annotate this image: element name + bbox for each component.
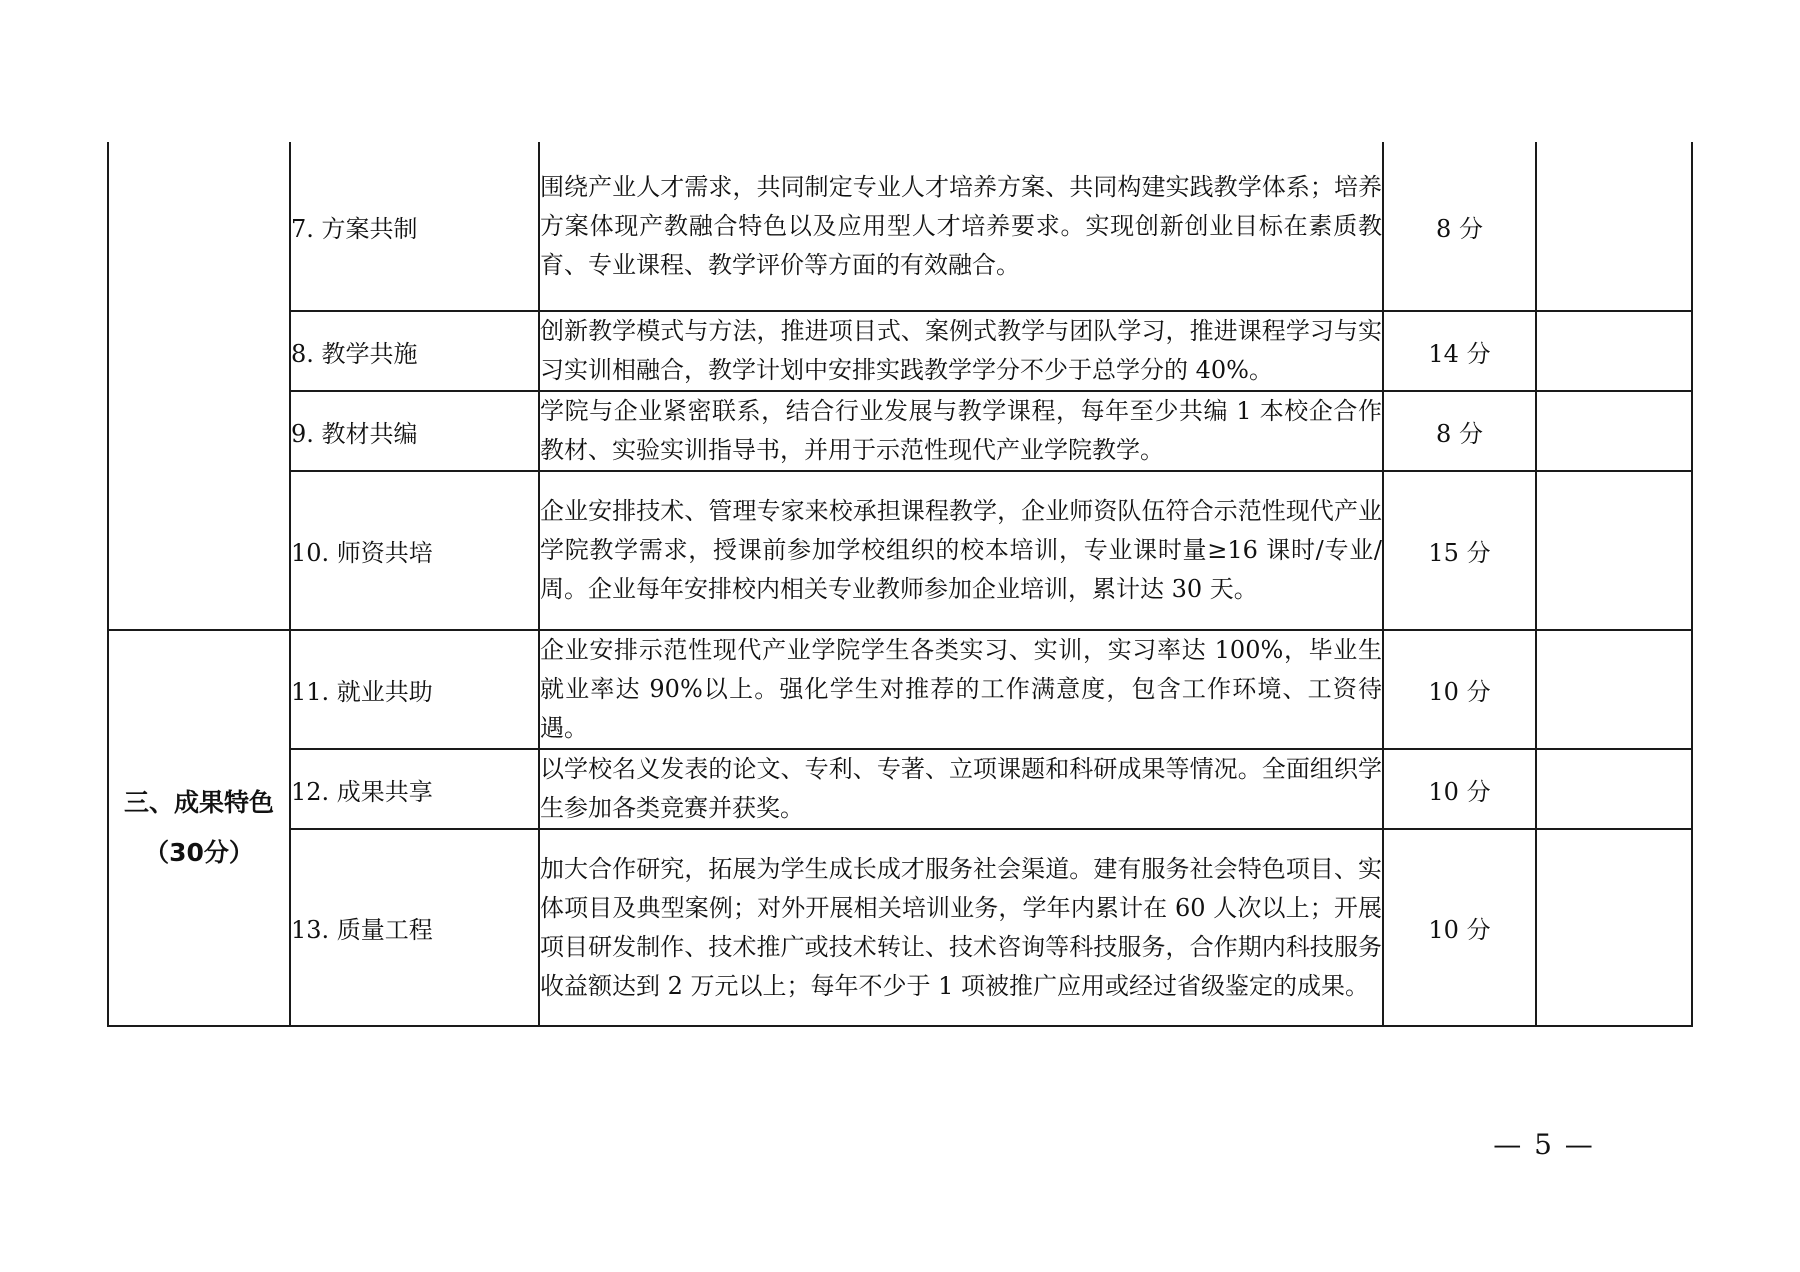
- category-cell-prev: [108, 142, 290, 630]
- item-score: 8 分: [1383, 391, 1536, 471]
- table-row: [108, 142, 1692, 311]
- item-score: 10 分: [1383, 829, 1536, 1026]
- item-remark: [1536, 630, 1692, 749]
- item-name: 10. 师资共培: [290, 471, 539, 630]
- item-score: 10 分: [1383, 630, 1536, 749]
- item-name: 12. 成果共享: [290, 749, 539, 829]
- category-label: 三、成果特色: [123, 788, 274, 817]
- category-cell-achievements: [108, 630, 290, 1026]
- table-row: [108, 749, 1692, 829]
- item-remark: [1536, 142, 1692, 311]
- item-remark: [1536, 471, 1692, 630]
- item-score: 10 分: [1383, 749, 1536, 829]
- item-description: 企业安排技术、管理专家来校承担课程教学，企业师资队伍符合示范性现代产业学院教学需求，授课前参加学校组织的校本培训，专业课时量≥16 课时/专业/周。企业每年安排校内相关专业教师参加企业培训，累计达 30 天。: [539, 471, 1383, 630]
- item-score: 15 分: [1383, 471, 1536, 630]
- item-remark: [1536, 391, 1692, 471]
- table-row: [108, 471, 1692, 630]
- item-description: 围绕产业人才需求，共同制定专业人才培养方案、共同构建实践教学体系；培养方案体现产教融合特色以及应用型人才培养要求。实现创新创业目标在素质教育、专业课程、教学评价等方面的有效融合。: [539, 142, 1383, 311]
- table-row: [108, 311, 1692, 391]
- item-name: 9. 教材共编: [290, 391, 539, 471]
- item-score: 8 分: [1383, 142, 1536, 311]
- table-row: [108, 829, 1692, 1026]
- table-row: [108, 391, 1692, 471]
- page-number: — 5 —: [1493, 1128, 1595, 1161]
- item-name: 8. 教学共施: [290, 311, 539, 391]
- item-name: 11. 就业共助: [290, 630, 539, 749]
- item-name: 7. 方案共制: [290, 142, 539, 311]
- item-description: 加大合作研究，拓展为学生成长成才服务社会渠道。建有服务社会特色项目、实体项目及典型案例；对外开展相关培训业务，学年内累计在 60 人次以上；开展项目研发制作、技术推广或技术转让、技术咨询等科技服务，合作期内科技服务收益额达到 2 万元以上；每年不少于 1 项被推广应用或经过省级鉴定的成果。: [539, 829, 1383, 1026]
- item-remark: [1536, 829, 1692, 1026]
- item-score: 14 分: [1383, 311, 1536, 391]
- item-remark: [1536, 749, 1692, 829]
- evaluation-table: [107, 142, 1693, 1027]
- item-remark: [1536, 311, 1692, 391]
- item-description: 创新教学模式与方法，推进项目式、案例式教学与团队学习，推进课程学习与实习实训相融合，教学计划中安排实践教学学分不少于总学分的 40%。: [539, 311, 1383, 391]
- item-description: 企业安排示范性现代产业学院学生各类实习、实训，实习率达 100%，毕业生就业率达 90%以上。强化学生对推荐的工作满意度，包含工作环境、工资待遇。: [539, 630, 1383, 749]
- table-row: [108, 630, 1692, 749]
- category-score: （30分）: [144, 838, 254, 867]
- item-name: 13. 质量工程: [290, 829, 539, 1026]
- item-description: 以学校名义发表的论文、专利、专著、立项课题和科研成果等情况。全面组织学生参加各类竞赛并获奖。: [539, 749, 1383, 829]
- item-description: 学院与企业紧密联系，结合行业发展与教学课程，每年至少共编 1 本校企合作教材、实验实训指导书，并用于示范性现代产业学院教学。: [539, 391, 1383, 471]
